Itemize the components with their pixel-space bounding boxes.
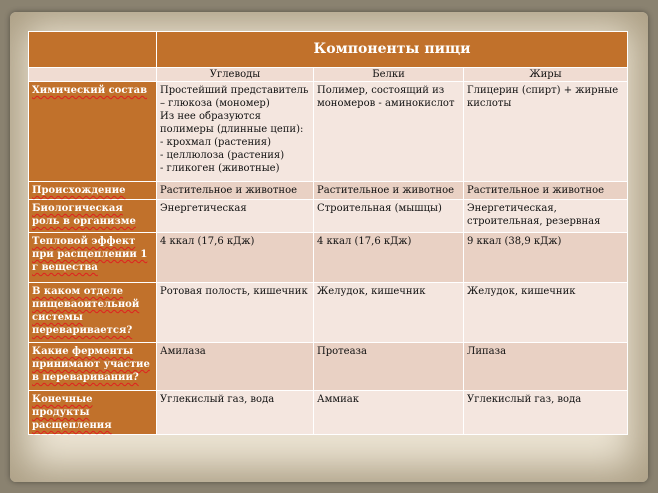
row-label-text: Происхождение <box>32 185 126 196</box>
header-corner <box>29 68 157 82</box>
table-row <box>29 182 628 200</box>
table-cell: Амилаза <box>157 343 314 391</box>
table-row <box>29 233 628 283</box>
row-label <box>29 283 157 343</box>
table-cell: Глицерин (спирт) + жирные кислоты <box>464 82 628 182</box>
row-label-text: Конечные продукты расщепления <box>32 394 112 431</box>
table-cell: Полимер, состоящий из мономеров - аминокислот <box>314 82 464 182</box>
table-row <box>29 82 628 182</box>
table-row <box>29 391 628 435</box>
table-cell: Энергетическая, строительная, резервная <box>464 200 628 233</box>
table-cell: Желудок, кишечник <box>464 283 628 343</box>
row-label <box>29 343 157 391</box>
row-label-text: Химический состав <box>32 85 148 96</box>
table-cell: 9 ккал (38,9 кДж) <box>464 233 628 283</box>
table-cell: Строительная (мышцы) <box>314 200 464 233</box>
table-row <box>29 200 628 233</box>
table-row <box>29 343 628 391</box>
column-header-proteins: Белки <box>314 68 464 82</box>
column-header-carbs: Углеводы <box>157 68 314 82</box>
row-label <box>29 182 157 200</box>
table-cell: 4 ккал (17,6 кДж) <box>314 233 464 283</box>
table-title: Компоненты пищи <box>157 32 628 68</box>
table-cell: Липаза <box>464 343 628 391</box>
table-cell: Углекислый газ, вода <box>157 391 314 435</box>
row-label-text: Биологическая роль в организме <box>32 203 136 227</box>
column-header-fats: Жиры <box>464 68 628 82</box>
table-cell: Протеаза <box>314 343 464 391</box>
table-cell: Простейший представитель – глюкоза (мономер) Из нее образуются полимеры (длинные цепи): - крохмал (растения) - целлюлоза (растения) - гликоген (животные) <box>157 82 314 182</box>
table-cell: Растительное и животное <box>464 182 628 200</box>
row-label-text: В каком отделе пищеваоительной системы переваривается? <box>32 286 140 336</box>
table-cell: Растительное и животное <box>314 182 464 200</box>
row-label <box>29 82 157 182</box>
table-cell: 4 ккал (17,6 кДж) <box>157 233 314 283</box>
table-cell: Энергетическая <box>157 200 314 233</box>
table-corner <box>29 32 157 68</box>
table-cell: Растительное и животное <box>157 182 314 200</box>
row-label-text: Тепловой эффект при расщеплении 1 г вещества <box>32 236 148 273</box>
row-label <box>29 233 157 283</box>
table-cell: Желудок, кишечник <box>314 283 464 343</box>
row-label-text: Какие ферменты принимают участие в переваривании? <box>32 346 150 383</box>
table-row <box>29 283 628 343</box>
row-label <box>29 200 157 233</box>
table-cell: Углекислый газ, вода <box>464 391 628 435</box>
table-cell: Ротовая полость, кишечник <box>157 283 314 343</box>
table-cell: Аммиак <box>314 391 464 435</box>
row-label <box>29 391 157 435</box>
food-components-table <box>28 31 628 435</box>
